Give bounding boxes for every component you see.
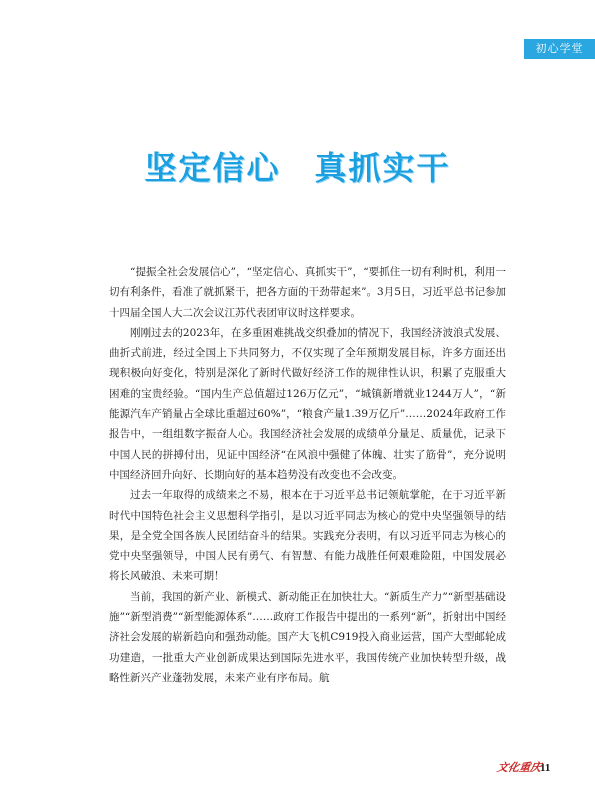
paragraph-1: “提振全社会发展信心”，“坚定信心、真抓实干”，“要抓住一切有利时机，利用一切有利条件，看准了就抓紧干，把各方面的干劲带起来”。3月5日，习近平总书记参加十四届全国人大二次会议江苏代表团审议时这样要求。	[109, 266, 506, 319]
paragraph-3: 过去一年取得的成绩来之不易，根本在于习近平总书记领航掌舵，在于习近平新时代中国特色社会主义思想科学指引，是以习近平同志为核心的党中央坚强领导的结果，是全党全国各族人民团结奋斗的结果。实践充分表明，有以习近平同志为核心的党中央坚强领导，中国人民有勇气、有智慧、有能力战胜任何艰难险阻，中国发展必将长风破浪、未来可期！	[109, 489, 506, 583]
paragraph-4: 当前，我国的新产业、新模式、新动能正在加快壮大。“新质生产力”“新型基础设施”“新型消费”“新型能源体系”……政府工作报告中提出的一系列“新”，折射出中国经济社会发展的崭新趋向和强劲动能。国产大飞机C919投入商业运营，国产大型邮轮成功建造，一批重大产业创新成果达到国际先进水平，我国传统产业加快转型升级，战略性新兴产业蓬勃发展，未来产业有序布局。航	[109, 590, 506, 684]
article-title: 坚定信心 真抓实干	[144, 149, 451, 187]
page-number: 11	[540, 762, 551, 774]
section-tab: 初心学堂	[524, 39, 595, 59]
article-body	[109, 262, 506, 688]
magazine-logo: 文化重庆	[495, 761, 543, 774]
paragraph-2: 刚刚过去的2023年，在多重困难挑战交织叠加的情况下，我国经济波浪式发展、曲折式前进，经过全国上下共同努力，不仅实现了全年预期发展目标，许多方面还出现积极向好变化，特别是深化了新时代做好经济工作的规律性认识，积累了克服重大困难的宝贵经验。“国内生产总值超过126万亿元”，“城镇新增就业1244万人”，“新能源汽车产销量占全球比重超过60%”，“粮食产量1.39万亿斤”……2024年政府工作报告中，一组组数字振奋人心。我国经济社会发展的成绩单分量足、质量优，记录下中国人民的拼搏付出，见证中国经济“在风浪中强健了体魄、壮实了筋骨”，充分说明中国经济回升向好、长期向好的基本趋势没有改变也不会改变。	[109, 326, 506, 481]
